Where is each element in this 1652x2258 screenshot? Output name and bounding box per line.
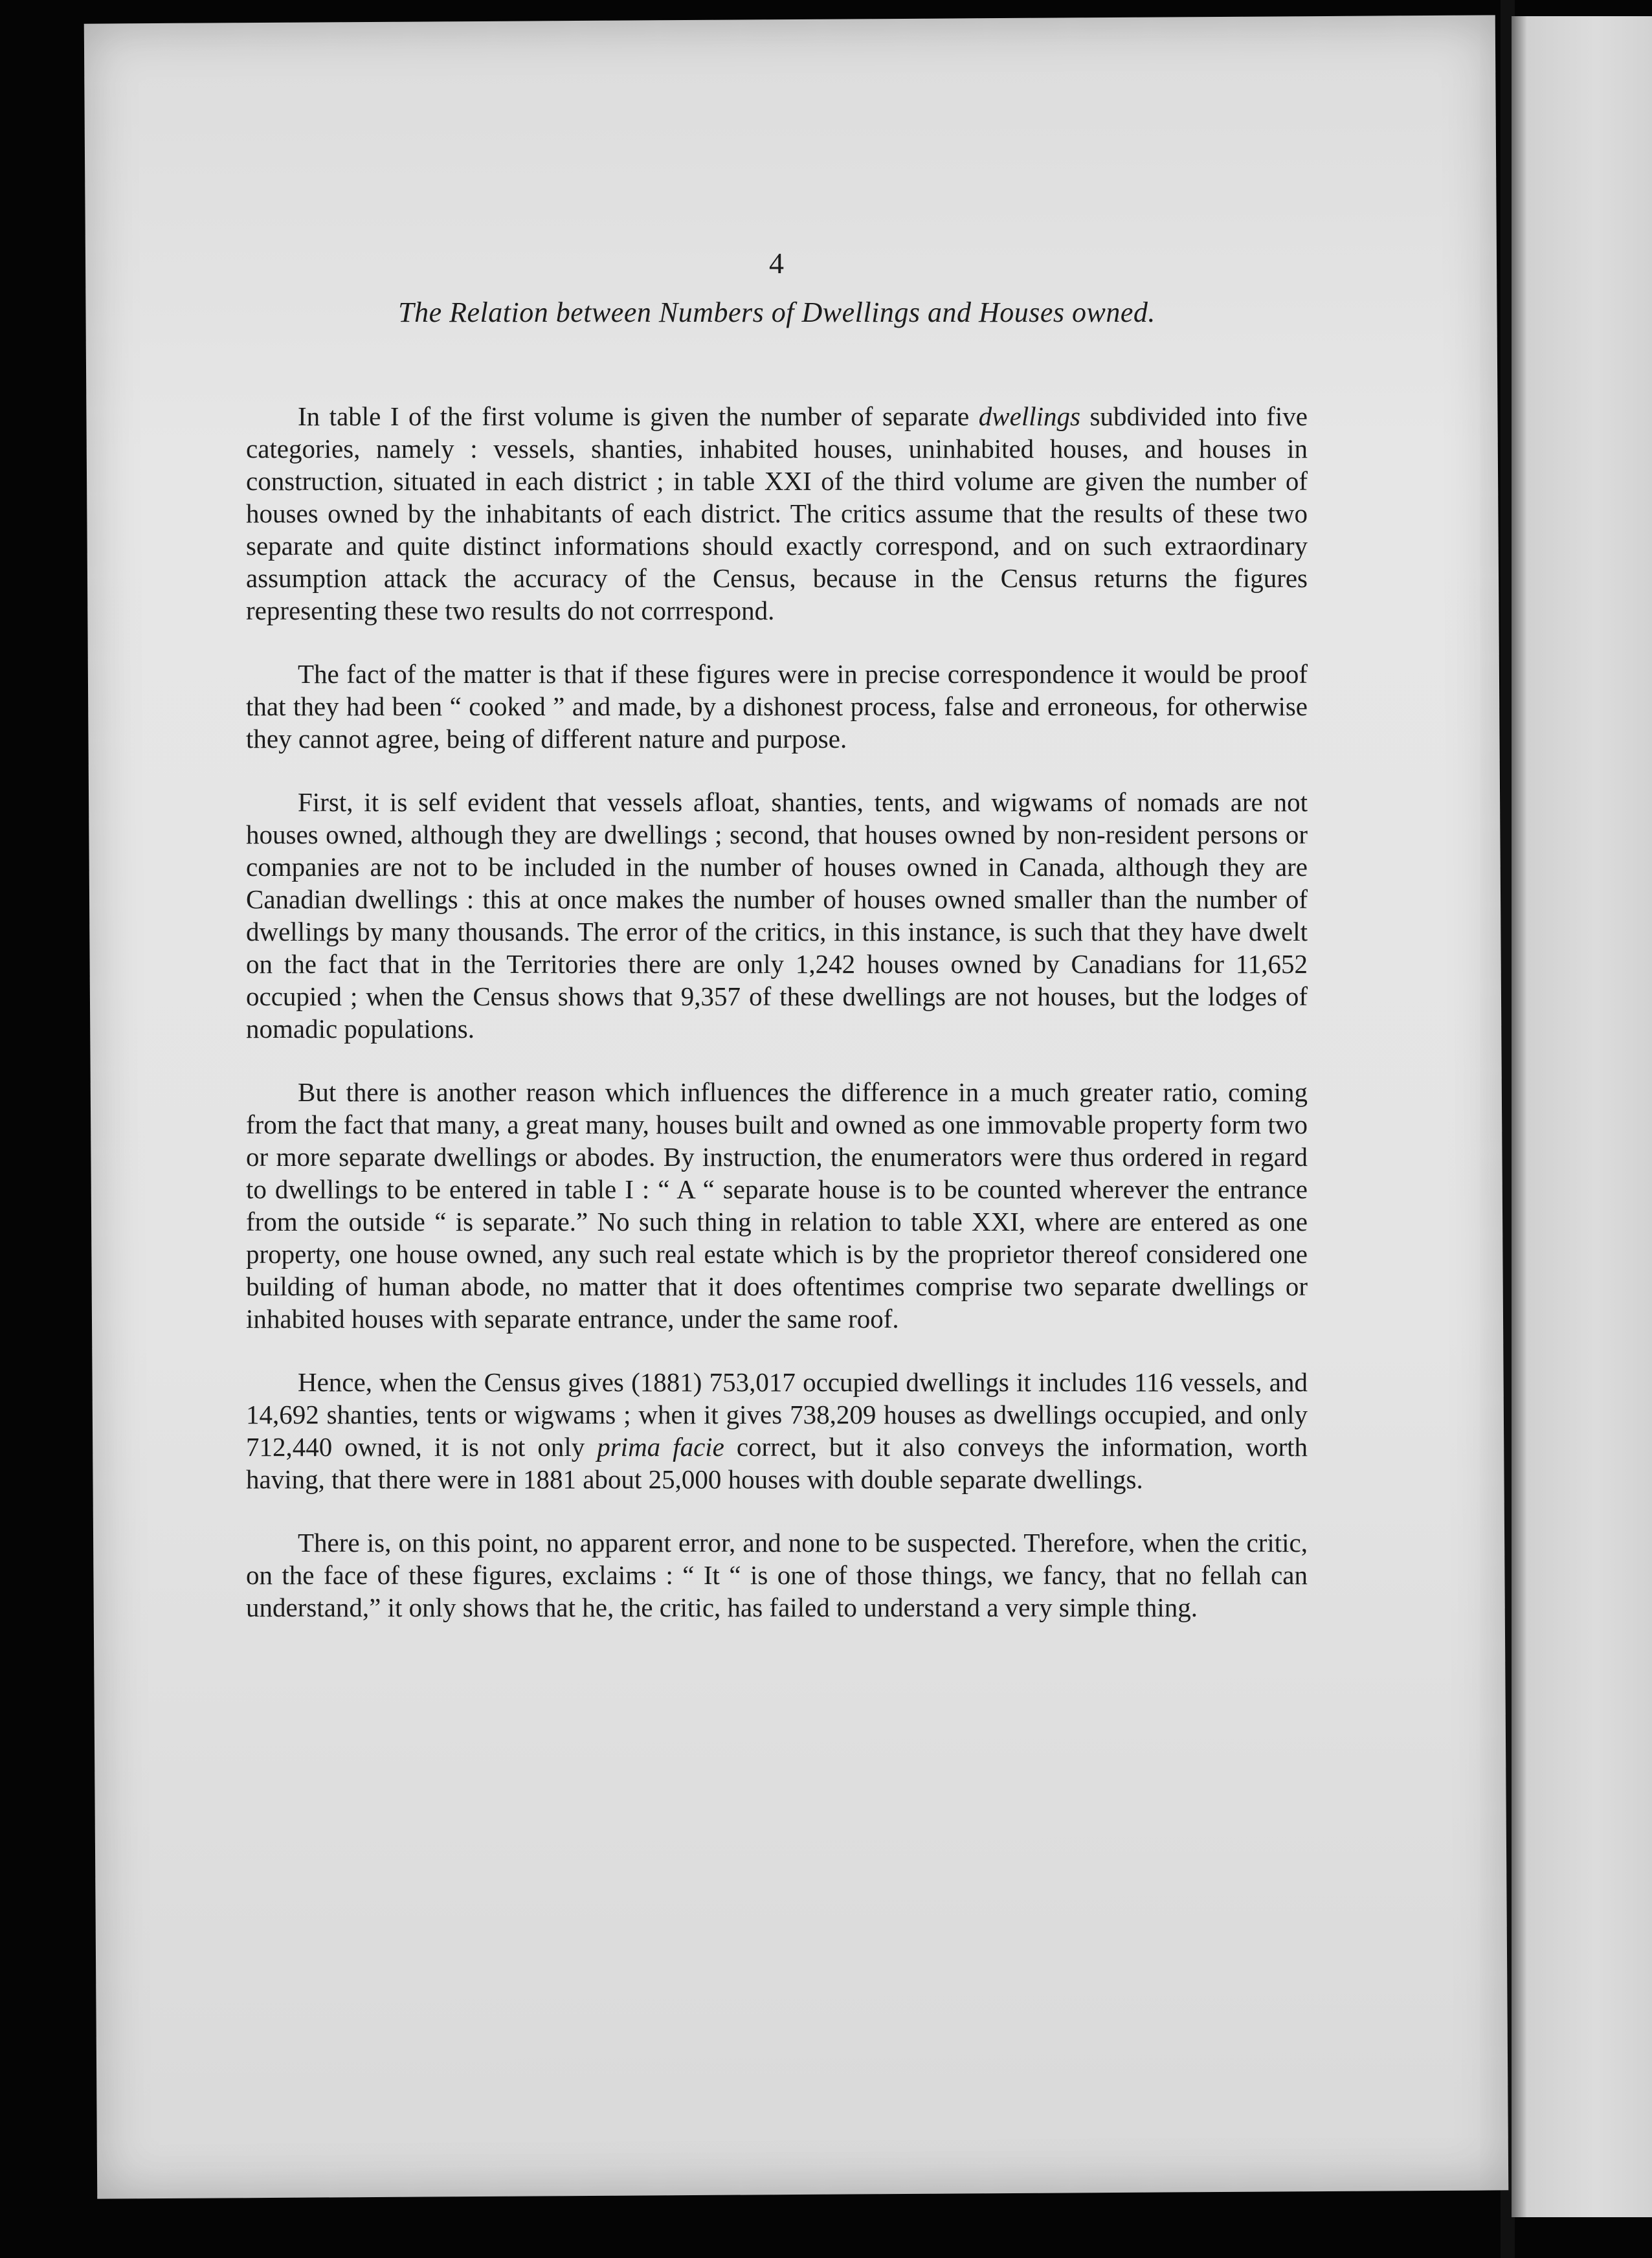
paragraph-5: [246, 1366, 1308, 1495]
paragraph-1-emphasis: dwellings: [978, 401, 1080, 431]
paragraph-3: [246, 786, 1308, 1045]
paragraph-1-text-start: In table I of the first volume is given the number of separate: [298, 401, 979, 431]
paragraph-5-emphasis: prima facie: [597, 1432, 724, 1462]
page-number: 4: [769, 247, 785, 280]
paragraph-1-text-end: subdivided into five categories, namely : vessels, shanties, inhabited houses, uninhabited houses, and houses in construction, situated in each district ; in table XXI of the third volume are given the number of houses owned by the inhabitants of each district. The critics assume that the results of these two separate and quite distinct informations should exactly correspond, and on such extraordinary assumption attack the accuracy of the Census, because in the Census returns the figures representing these two results do not corrrespond.: [246, 401, 1308, 625]
paragraph-1: [246, 400, 1308, 627]
paragraph-6-text: There is, on this point, no apparent error, and none to be suspected. Therefore, when the critic, on the face of these figures, exclaims : “ It “ is one of those things, we fancy, that no fellah can understand,” it only shows that he, the critic, has failed to understand a very simple thing.: [246, 1528, 1308, 1622]
section-title: The Relation between Numbers of Dwellings and Houses owned.: [398, 296, 1155, 328]
paragraph-4: [246, 1076, 1308, 1335]
paragraph-4-text: But there is another reason which influences the difference in a much greater ratio, coming from the fact that many, a great many, houses built and owned as one immovable property form two or more separate dwellings or abodes. By instruction, the enumerators were thus ordered in regard to dwellings to be entered in table I : “ A “ separate house is to be counted wherever the entrance from the outside “ is separate.” No such thing in relation to table XXI, where are entered as one property, one house owned, any such real estate which is by the proprietor thereof considered one building of human abode, no matter that it does oftentimes comprise two separate dwellings or inhabited houses with separate entrance, under the same roof.: [246, 1077, 1308, 1334]
paragraph-3-text: First, it is self evident that vessels afloat, shanties, tents, and wigwams of nomads are not houses owned, although they are dwellings ; second, that houses owned by non-resident persons or companies are not to be included in the number of houses owned in Canada, although they are Canadian dwellings : this at once makes the number of houses owned smaller than the number of dwellings by many thousands. The error of the critics, in this instance, is such that they have dwelt on the fact that in the Territories there are only 1,242 houses owned by Canadians for 11,652 occupied ; when the Census shows that 9,357 of these dwellings are not houses, but the lodges of nomadic populations.: [246, 787, 1308, 1044]
paragraph-2: [246, 658, 1308, 755]
paragraph-6: [246, 1526, 1308, 1624]
facing-page-edge: [1512, 16, 1652, 2217]
paragraph-5-text-end: correct, but it also conveys the information, worth having, that there were in 1881 about 25,000 houses with double separate dwellings.: [246, 1432, 1308, 1494]
paragraph-5-text-start: Hence, when the Census gives (1881) 753,017 occupied dwellings it includes 116 vessels, and 14,692 shanties, tents or wigwams ; when it gives 738,209 houses as dwellings occupied, and only 712,440 owned, it is not only: [246, 1367, 1308, 1462]
page-content: [246, 214, 1308, 1655]
paragraph-2-text: The fact of the matter is that if these figures were in precise correspondence it would be proof that they had been “ cooked ” and made, by a dishonest process, false and erroneous, for otherwise they cannot agree, being of different nature and purpose.: [246, 659, 1308, 754]
